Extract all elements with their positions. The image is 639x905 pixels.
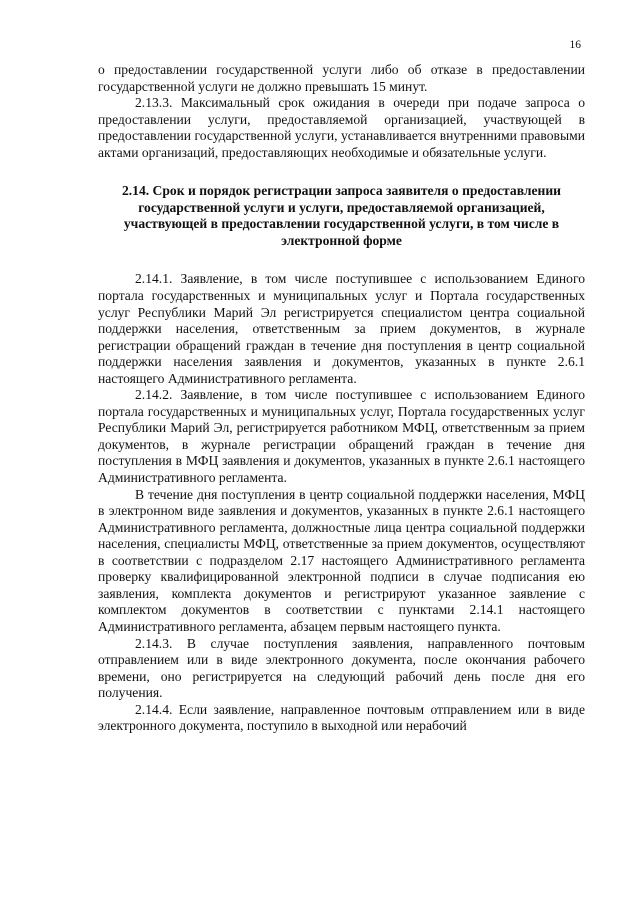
paragraph-2-14-1: 2.14.1. Заявление, в том числе поступившее с использованием Единого портала государственных и муниципальных услуг и Портала государственных услуг Республики Марий Эл регистрируется специалистом центра социальной поддержки населения, ответственным за прием документов, в журнале регистрации обращений граждан в течение дня поступления в центр социальной поддержки населения заявления и документов, указанных в пункте 2.6.1 настоящего Административного регламента. [98,271,585,386]
section-heading-2-14: 2.14. Срок и порядок регистрации запроса заявителя о предоставлении государственной услуги и услуги, предоставляемой организацией, участвующей в предоставлении государственной услуги, в том числе в электронной форме [121,183,562,248]
paragraph-2-14-2: 2.14.2. Заявление, в том числе поступившее с использованием Единого портала государственных и муниципальных услуг, Портала государственных услуг Республики Марий Эл, регистрируется работником МФЦ, ответственным за прием документов, в журнале регистрации обращений граждан в течение дня поступления в МФЦ заявления и документов, указанных в пункте 2.6.1 настоящего Административного регламента. [98,387,585,486]
paragraph-continuation: о предоставлении государственной услуги либо об отказе в предоставлении государственной услуги не должно превышать 15 минут. [98,62,585,94]
paragraph-2-14-2-second: В течение дня поступления в центр социальной поддержки населения, МФЦ в электронном виде заявления и документов, указанных в пункте 2.6.1 настоящего Административного регламента, должностные лица центра социальной поддержки населения, специалисты МФЦ, ответственные за прием документов, осуществляют в соответствии с подразделом 2.17 настоящего Административного регламента проверку квалифицированной электронной подписи в случае подписания ею заявления, комплекта документов и регистрируют указанное заявление с комплектом документов в соответствии с пунктами 2.14.1 настоящего Административного регламента, абзацем первым настоящего пункта. [98,486,585,634]
page-number: 16 [569,39,581,51]
paragraph-2-14-3: 2.14.3. В случае поступления заявления, направленного почтовым отправлением или в виде электронного документа, после окончания рабочего времени, оно регистрируется на следующий рабочий день после дня его получения. [98,635,585,701]
paragraph-2-14-4: 2.14.4. Если заявление, направленное почтовым отправлением или в виде электронного документа, поступило в выходной или нерабочий [98,701,585,734]
paragraph-2-13-3: 2.13.3. Максимальный срок ожидания в очереди при подаче запроса о предоставлении услуги, предоставляемой организацией, участвующей в предоставлении государственной услуги, устанавливается внутренними правовыми актами организаций, предоставляющих необходимые и обязательные услуги. [98,95,585,160]
document-body [98,62,585,735]
